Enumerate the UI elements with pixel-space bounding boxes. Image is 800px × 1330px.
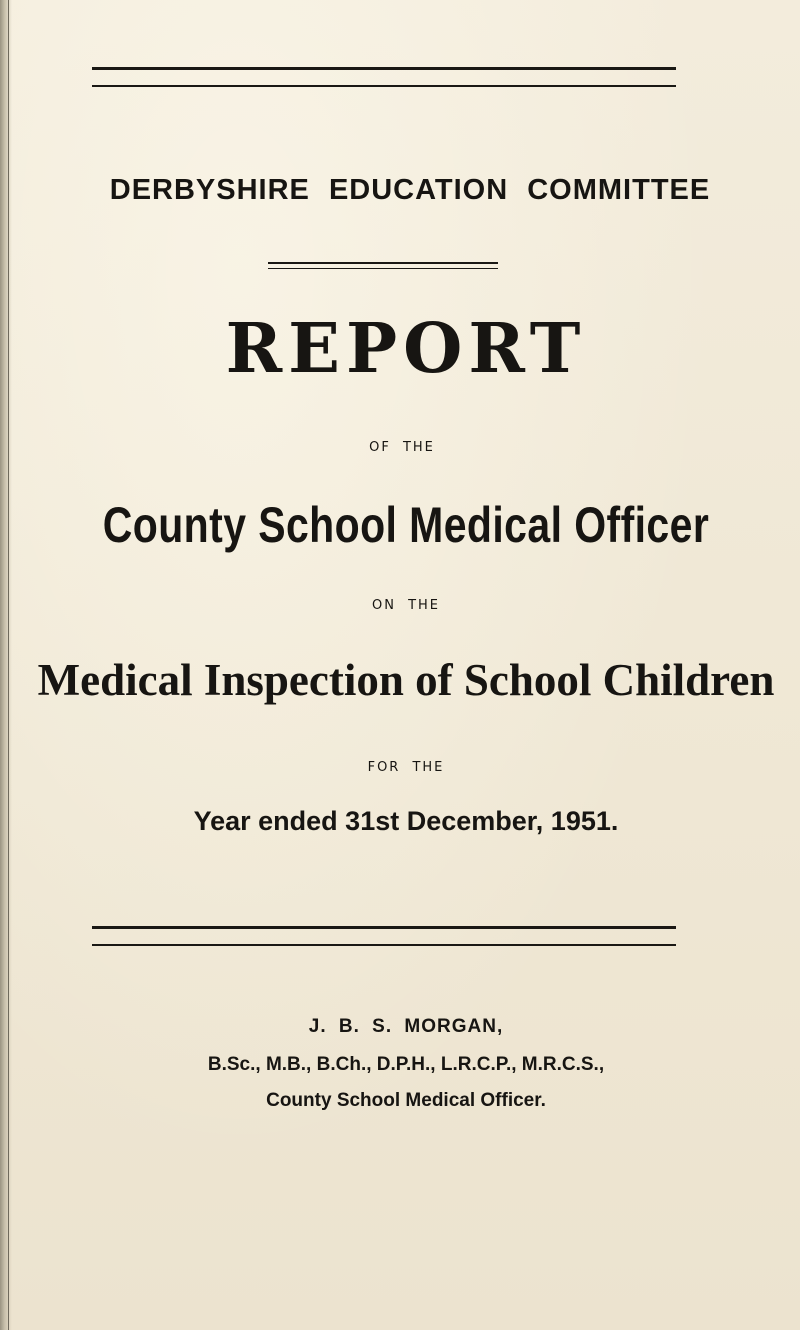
top-rule-thick: [92, 67, 676, 70]
author-title: County School Medical Officer.: [266, 1090, 546, 1111]
top-rule-thin: [92, 85, 676, 87]
author-name: J. B. S. MORGAN,: [308, 1016, 504, 1037]
report-title: REPORT: [225, 309, 587, 389]
bottom-rule-thin: [92, 944, 676, 946]
committee-heading: DERBYSHIRE EDUCATION COMMITTEE: [109, 174, 711, 206]
title-rule-lower: [268, 268, 498, 269]
title-rule-upper: [268, 262, 498, 264]
on-the-label: ON THE: [371, 598, 441, 613]
report-year: Year ended 31st December, 1951.: [193, 806, 619, 836]
for-the-label: FOR THE: [367, 760, 445, 775]
author-qualifications: B.Sc., M.B., B.Ch., D.P.H., L.R.C.P., M.R.C.S.,: [207, 1054, 605, 1075]
bottom-rule-thick: [92, 926, 676, 929]
of-the-label: OF THE: [369, 440, 435, 455]
subject-title: Medical Inspection of School Children: [37, 655, 775, 705]
officer-title: County School Medical Officer: [102, 497, 710, 553]
